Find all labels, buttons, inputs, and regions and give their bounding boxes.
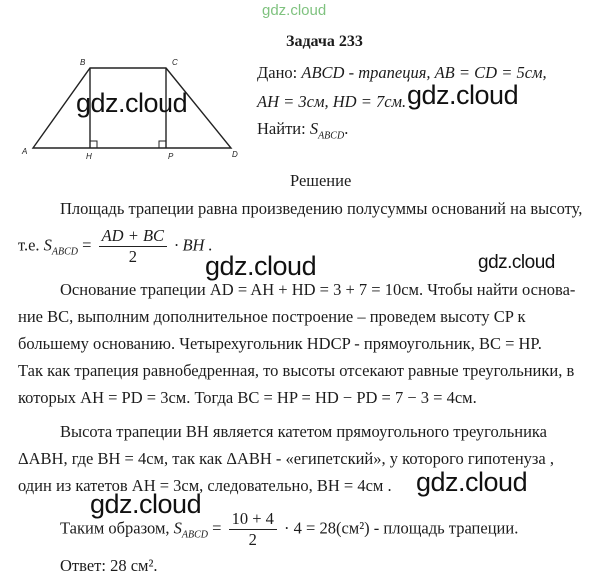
final-sub: ABCD [181, 529, 209, 541]
formula-eq: = [82, 235, 92, 255]
given-text-2: AH = 3см, HD = 7см. [257, 92, 407, 111]
solution-p2-line3: большему основанию. Четырехугольник HDCP - прямоугольник, BC = HP. [18, 334, 542, 353]
watermark: gdz.cloud [407, 80, 519, 110]
solution-p2-line2: ние BC, выполним дополнительное построение – проведем высоту CP к [18, 307, 526, 326]
formula-sub: ABCD [51, 246, 79, 258]
solution-p2-line4: Так как трапеция равнобедренная, то высоты отсекают равные треугольники, в [18, 361, 575, 380]
given-label: Дано: [257, 63, 298, 82]
answer: Ответ: 28 см². [60, 556, 158, 575]
solution-p1: Площадь трапеции равна произведению полусуммы оснований на высоту, [60, 199, 583, 218]
watermark: gdz.cloud [478, 252, 555, 273]
final-formula [60, 509, 518, 550]
area-formula [18, 226, 213, 267]
label-a: A [22, 147, 28, 156]
right-angle-p [159, 141, 166, 148]
find-dot: . [344, 119, 349, 138]
solution-p3-line1: Высота трапеции BH является катетом прямоугольного треугольника [60, 422, 548, 441]
final-tail: · 4 = 28(см²) - площадь трапеции. [284, 518, 519, 538]
final-s: S [173, 518, 182, 538]
final-fraction [229, 509, 277, 550]
watermark: gdz.cloud [205, 251, 317, 281]
find-line [257, 119, 348, 141]
formula-numerator: AD + BC [99, 226, 167, 247]
label-d: D [232, 150, 238, 159]
watermark: gdz.cloud [416, 467, 528, 497]
final-numerator: 10 + 4 [229, 509, 277, 530]
final-denominator: 2 [248, 530, 257, 549]
watermark: gdz.cloud [76, 88, 188, 118]
solution-p3-line3: один из катетов AH = 3см, следовательно, BH = 4см . [18, 476, 392, 495]
watermark-top: gdz.cloud [262, 2, 327, 19]
given-text-1: ABCD - трапеция, AB = CD = 5см, [301, 63, 547, 82]
formula-denominator: 2 [128, 247, 137, 266]
label-h: H [86, 152, 92, 161]
right-angle-h [90, 141, 97, 148]
solution-p2-line5: которых AH = PD = 3см. Тогда BC = HP = HD − PD = 7 − 3 = 4см. [18, 388, 477, 407]
label-c: C [172, 58, 178, 67]
find-sub: ABCD [318, 130, 345, 142]
label-b: B [80, 58, 86, 67]
final-eq: = [212, 518, 222, 538]
watermark: gdz.cloud [90, 489, 202, 519]
task-title: Задача 233 [286, 33, 363, 50]
find-s: S [309, 119, 319, 138]
formula-s: S [43, 235, 52, 255]
given-line-2 [257, 92, 406, 112]
solution-heading: Решение [290, 171, 352, 190]
formula-prefix: т.е. [18, 235, 40, 255]
find-label: Найти: [257, 119, 306, 138]
final-prefix: Таким образом, [60, 518, 170, 538]
solution-p2-line1: Основание трапеции AD = AH + HD = 3 + 7 = 10см. Чтобы найти основа- [60, 280, 576, 299]
formula-tail: · BH . [174, 235, 213, 255]
formula-fraction [99, 226, 167, 267]
solution-p3-line2: ΔABH, где BH = 4см, так как ΔABH - «египетский», у которого гипотенуза , [18, 449, 554, 468]
label-p: P [168, 152, 174, 161]
